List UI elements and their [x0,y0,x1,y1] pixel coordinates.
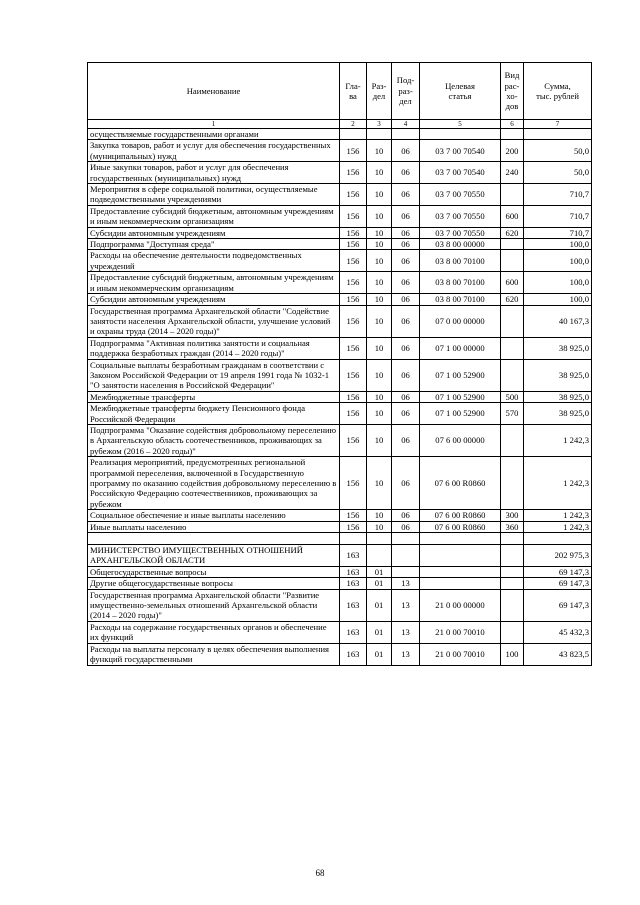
row-sum: 1 242,3 [524,510,592,521]
row-name: Общегосударственные вопросы [88,566,340,577]
row-target [420,533,501,545]
row-target: 07 0 00 00000 [420,305,501,337]
row-type: 620 [501,227,524,238]
row-subsection: 13 [392,643,420,665]
row-target: 03 8 00 00000 [420,239,501,250]
row-chapter: 156 [340,510,367,521]
row-sum: 38 925,0 [524,403,592,425]
table-body [88,129,592,666]
page-number: 68 [315,868,325,878]
row-chapter: 156 [340,227,367,238]
row-name: Реализация мероприятий, предусмотренных региональной программой переселения, включенной в Государственную программу по оказанию содействия добровольному переселению в Российскую Федерацию соотечественников, проживающих за рубежом [88,457,340,510]
row-target: 07 1 00 00000 [420,337,501,359]
row-sum: 1 242,3 [524,424,592,456]
row-type: 100 [501,643,524,665]
row-chapter: 163 [340,566,367,577]
row-subsection [392,129,420,140]
header-sum: Сумма, тыс. рублей [524,63,592,120]
row-sum: 69 147,3 [524,578,592,589]
row-chapter: 156 [340,250,367,272]
row-sum: 1 242,3 [524,521,592,532]
row-target: 07 1 00 52900 [420,391,501,402]
row-section: 10 [367,457,392,510]
row-section: 10 [367,403,392,425]
row-subsection: 13 [392,589,420,621]
row-chapter: 156 [340,205,367,227]
row-sum: 100,0 [524,294,592,305]
row-chapter: 156 [340,337,367,359]
row-subsection: 06 [392,510,420,521]
column-number-row [88,120,592,129]
row-type [501,589,524,621]
row-target: 07 6 00 R0860 [420,521,501,532]
row-section [367,533,392,545]
header-section: Раз- дел [367,63,392,120]
row-type [501,566,524,577]
column-number: 2 [340,120,367,129]
row-name: Расходы на выплаты персоналу в целях обеспечения выполнения функций государственными [88,643,340,665]
row-section: 10 [367,140,392,162]
row-name: Подпрограмма "Активная политика занятости и социальная поддержка безработных граждан (2014 – 2020 годы)" [88,337,340,359]
row-target: 03 7 00 70550 [420,205,501,227]
row-chapter: 156 [340,184,367,206]
row-type: 300 [501,510,524,521]
row-type [501,337,524,359]
table-row [88,305,592,337]
row-chapter: 156 [340,294,367,305]
row-chapter [340,533,367,545]
row-chapter: 163 [340,545,367,567]
row-subsection: 06 [392,227,420,238]
row-section: 01 [367,566,392,577]
row-target: 21 0 00 00000 [420,589,501,621]
table-row [88,162,592,184]
table-row [88,545,592,567]
row-chapter [340,129,367,140]
row-target: 21 0 00 70010 [420,621,501,643]
budget-table [87,62,592,666]
row-chapter: 156 [340,162,367,184]
row-sum: 40 167,3 [524,305,592,337]
row-sum: 100,0 [524,239,592,250]
row-name: Другие общегосударственные вопросы [88,578,340,589]
row-target: 07 6 00 00000 [420,424,501,456]
row-subsection: 06 [392,391,420,402]
row-name: Государственная программа Архангельской области "Содействие занятости населения Архангельской области, улучшение условий и охраны труда (2014 – 2020 годы)" [88,305,340,337]
row-target: 03 8 00 70100 [420,272,501,294]
row-type: 200 [501,140,524,162]
row-chapter: 163 [340,643,367,665]
row-type [501,250,524,272]
header-row [88,63,592,120]
column-number: 3 [367,120,392,129]
row-type [501,239,524,250]
table-row [88,294,592,305]
row-target: 03 7 00 70540 [420,162,501,184]
row-name: Социальные выплаты безработным гражданам в соответствии с Законом Российской Федерации от 19 апреля 1991 года № 1032-1 "О занятости населения в Российской Федерации" [88,359,340,391]
row-section: 10 [367,359,392,391]
row-name: Иные выплаты населению [88,521,340,532]
table-row [88,457,592,510]
row-chapter: 163 [340,578,367,589]
row-target: 03 7 00 70550 [420,227,501,238]
column-number: 7 [524,120,592,129]
row-name: Расходы на обеспечение деятельности подведомственных учреждений [88,250,340,272]
row-section: 10 [367,227,392,238]
row-type [501,424,524,456]
row-name: Предоставление субсидий бюджетным, автономным учреждениям и иным некоммерческим организациям [88,205,340,227]
row-section: 10 [367,162,392,184]
row-subsection: 06 [392,294,420,305]
row-chapter: 156 [340,391,367,402]
row-name [88,533,340,545]
table-row [88,566,592,577]
row-subsection: 06 [392,403,420,425]
row-type: 360 [501,521,524,532]
row-section: 10 [367,337,392,359]
header-type: Вид рас- хо- дов [501,63,524,120]
table-row [88,621,592,643]
header-target: Целевая статья [420,63,501,120]
row-name: Предоставление субсидий бюджетным, автономным учреждениям и иным некоммерческим организациям [88,272,340,294]
row-sum: 50,0 [524,162,592,184]
row-name: Межбюджетные трансферты [88,391,340,402]
row-sum: 710,7 [524,184,592,206]
row-name: Подпрограмма "Оказание содействия добровольному переселению в Архангельскую область соотечественников, проживающих за рубежом (2016 – 2020 годы)" [88,424,340,456]
row-name: Иные закупки товаров, работ и услуг для обеспечения государственных (муниципальных) нужд [88,162,340,184]
row-subsection: 06 [392,337,420,359]
row-chapter: 156 [340,239,367,250]
row-target: 07 6 00 R0860 [420,510,501,521]
row-target: 03 8 00 70100 [420,294,501,305]
table-row [88,403,592,425]
row-section: 01 [367,589,392,621]
row-type [501,533,524,545]
header-subsection: Под- раз- дел [392,63,420,120]
row-subsection: 06 [392,162,420,184]
column-number: 5 [420,120,501,129]
table-row [88,250,592,272]
row-subsection: 06 [392,305,420,337]
row-chapter: 156 [340,140,367,162]
row-name: Государственная программа Архангельской области "Развитие имущественно-земельных отношений Архангельской области (2014 – 2020 годы)" [88,589,340,621]
row-subsection: 06 [392,140,420,162]
row-section [367,545,392,567]
row-section: 10 [367,250,392,272]
table-row [88,227,592,238]
row-sum: 100,0 [524,250,592,272]
row-sum: 710,7 [524,227,592,238]
row-name: Расходы на содержание государственных органов и обеспечение их функций [88,621,340,643]
row-name: осуществляемые государственными органами [88,129,340,140]
row-sum: 45 432,3 [524,621,592,643]
row-chapter: 156 [340,359,367,391]
header-name: Наименование [88,63,340,120]
row-sum: 710,7 [524,205,592,227]
column-number: 4 [392,120,420,129]
row-sum: 38 925,0 [524,391,592,402]
row-sum [524,129,592,140]
table-row [88,578,592,589]
row-target [420,129,501,140]
row-sum: 202 975,3 [524,545,592,567]
row-section: 01 [367,578,392,589]
table-row [88,272,592,294]
row-section: 10 [367,184,392,206]
row-section: 01 [367,643,392,665]
row-type: 600 [501,272,524,294]
row-target [420,566,501,577]
row-sum: 69 147,3 [524,589,592,621]
row-section: 10 [367,424,392,456]
row-type [501,545,524,567]
row-sum [524,533,592,545]
table-row [88,205,592,227]
row-target: 07 1 00 52900 [420,359,501,391]
table-row [88,239,592,250]
row-type [501,621,524,643]
row-chapter: 156 [340,521,367,532]
row-sum: 69 147,3 [524,566,592,577]
row-target: 07 6 00 R0860 [420,457,501,510]
table-row [88,643,592,665]
table-row [88,129,592,140]
row-subsection [392,533,420,545]
row-type: 240 [501,162,524,184]
table-row [88,424,592,456]
row-type: 570 [501,403,524,425]
row-subsection [392,566,420,577]
row-type [501,457,524,510]
row-subsection [392,545,420,567]
row-name: МИНИСТЕРСТВО ИМУЩЕСТВЕННЫХ ОТНОШЕНИЙ АРХАНГЕЛЬСКОЙ ОБЛАСТИ [88,545,340,567]
row-subsection: 06 [392,184,420,206]
row-name: Субсидии автономным учреждениям [88,294,340,305]
row-sum: 100,0 [524,272,592,294]
row-subsection: 06 [392,250,420,272]
row-sum: 38 925,0 [524,359,592,391]
table-row [88,533,592,545]
row-section [367,129,392,140]
row-subsection: 13 [392,621,420,643]
row-name: Социальное обеспечение и иные выплаты населению [88,510,340,521]
table-row [88,140,592,162]
row-type [501,305,524,337]
row-chapter: 156 [340,457,367,510]
row-target: 21 0 00 70010 [420,643,501,665]
row-sum: 1 242,3 [524,457,592,510]
row-name: Мероприятия в сфере социальной политики, осуществляемые подведомственными учреждениями [88,184,340,206]
row-type [501,129,524,140]
header-chapter: Гла- ва [340,63,367,120]
table-row [88,510,592,521]
row-name: Межбюджетные трансферты бюджету Пенсионного фонда Российской Федерации [88,403,340,425]
row-section: 10 [367,391,392,402]
table-row [88,337,592,359]
table-row [88,391,592,402]
row-subsection: 06 [392,272,420,294]
row-name: Субсидии автономным учреждениям [88,227,340,238]
row-type [501,359,524,391]
row-name: Закупка товаров, работ и услуг для обеспечения государственных (муниципальных) нужд [88,140,340,162]
row-target: 07 1 00 52900 [420,403,501,425]
row-section: 10 [367,294,392,305]
row-target [420,545,501,567]
row-type [501,578,524,589]
row-subsection: 13 [392,578,420,589]
row-target [420,578,501,589]
row-subsection: 06 [392,205,420,227]
row-section: 10 [367,521,392,532]
row-chapter: 156 [340,424,367,456]
column-number: 6 [501,120,524,129]
row-target: 03 7 00 70550 [420,184,501,206]
row-section: 10 [367,510,392,521]
row-section: 01 [367,621,392,643]
row-chapter: 156 [340,305,367,337]
row-target: 03 8 00 70100 [420,250,501,272]
row-section: 10 [367,272,392,294]
row-type: 600 [501,205,524,227]
row-sum: 38 925,0 [524,337,592,359]
table-row [88,359,592,391]
row-subsection: 06 [392,521,420,532]
row-section: 10 [367,305,392,337]
row-chapter: 156 [340,403,367,425]
table-row [88,521,592,532]
row-subsection: 06 [392,457,420,510]
table-row [88,589,592,621]
row-chapter: 156 [340,272,367,294]
row-target: 03 7 00 70540 [420,140,501,162]
row-name: Подпрограмма "Доступная среда" [88,239,340,250]
row-section: 10 [367,239,392,250]
row-sum: 43 823,5 [524,643,592,665]
row-type: 620 [501,294,524,305]
row-sum: 50,0 [524,140,592,162]
row-subsection: 06 [392,359,420,391]
row-chapter: 163 [340,621,367,643]
row-type [501,184,524,206]
row-chapter: 163 [340,589,367,621]
table-row [88,184,592,206]
column-number: 1 [88,120,340,129]
row-subsection: 06 [392,424,420,456]
row-section: 10 [367,205,392,227]
row-subsection: 06 [392,239,420,250]
row-type: 500 [501,391,524,402]
